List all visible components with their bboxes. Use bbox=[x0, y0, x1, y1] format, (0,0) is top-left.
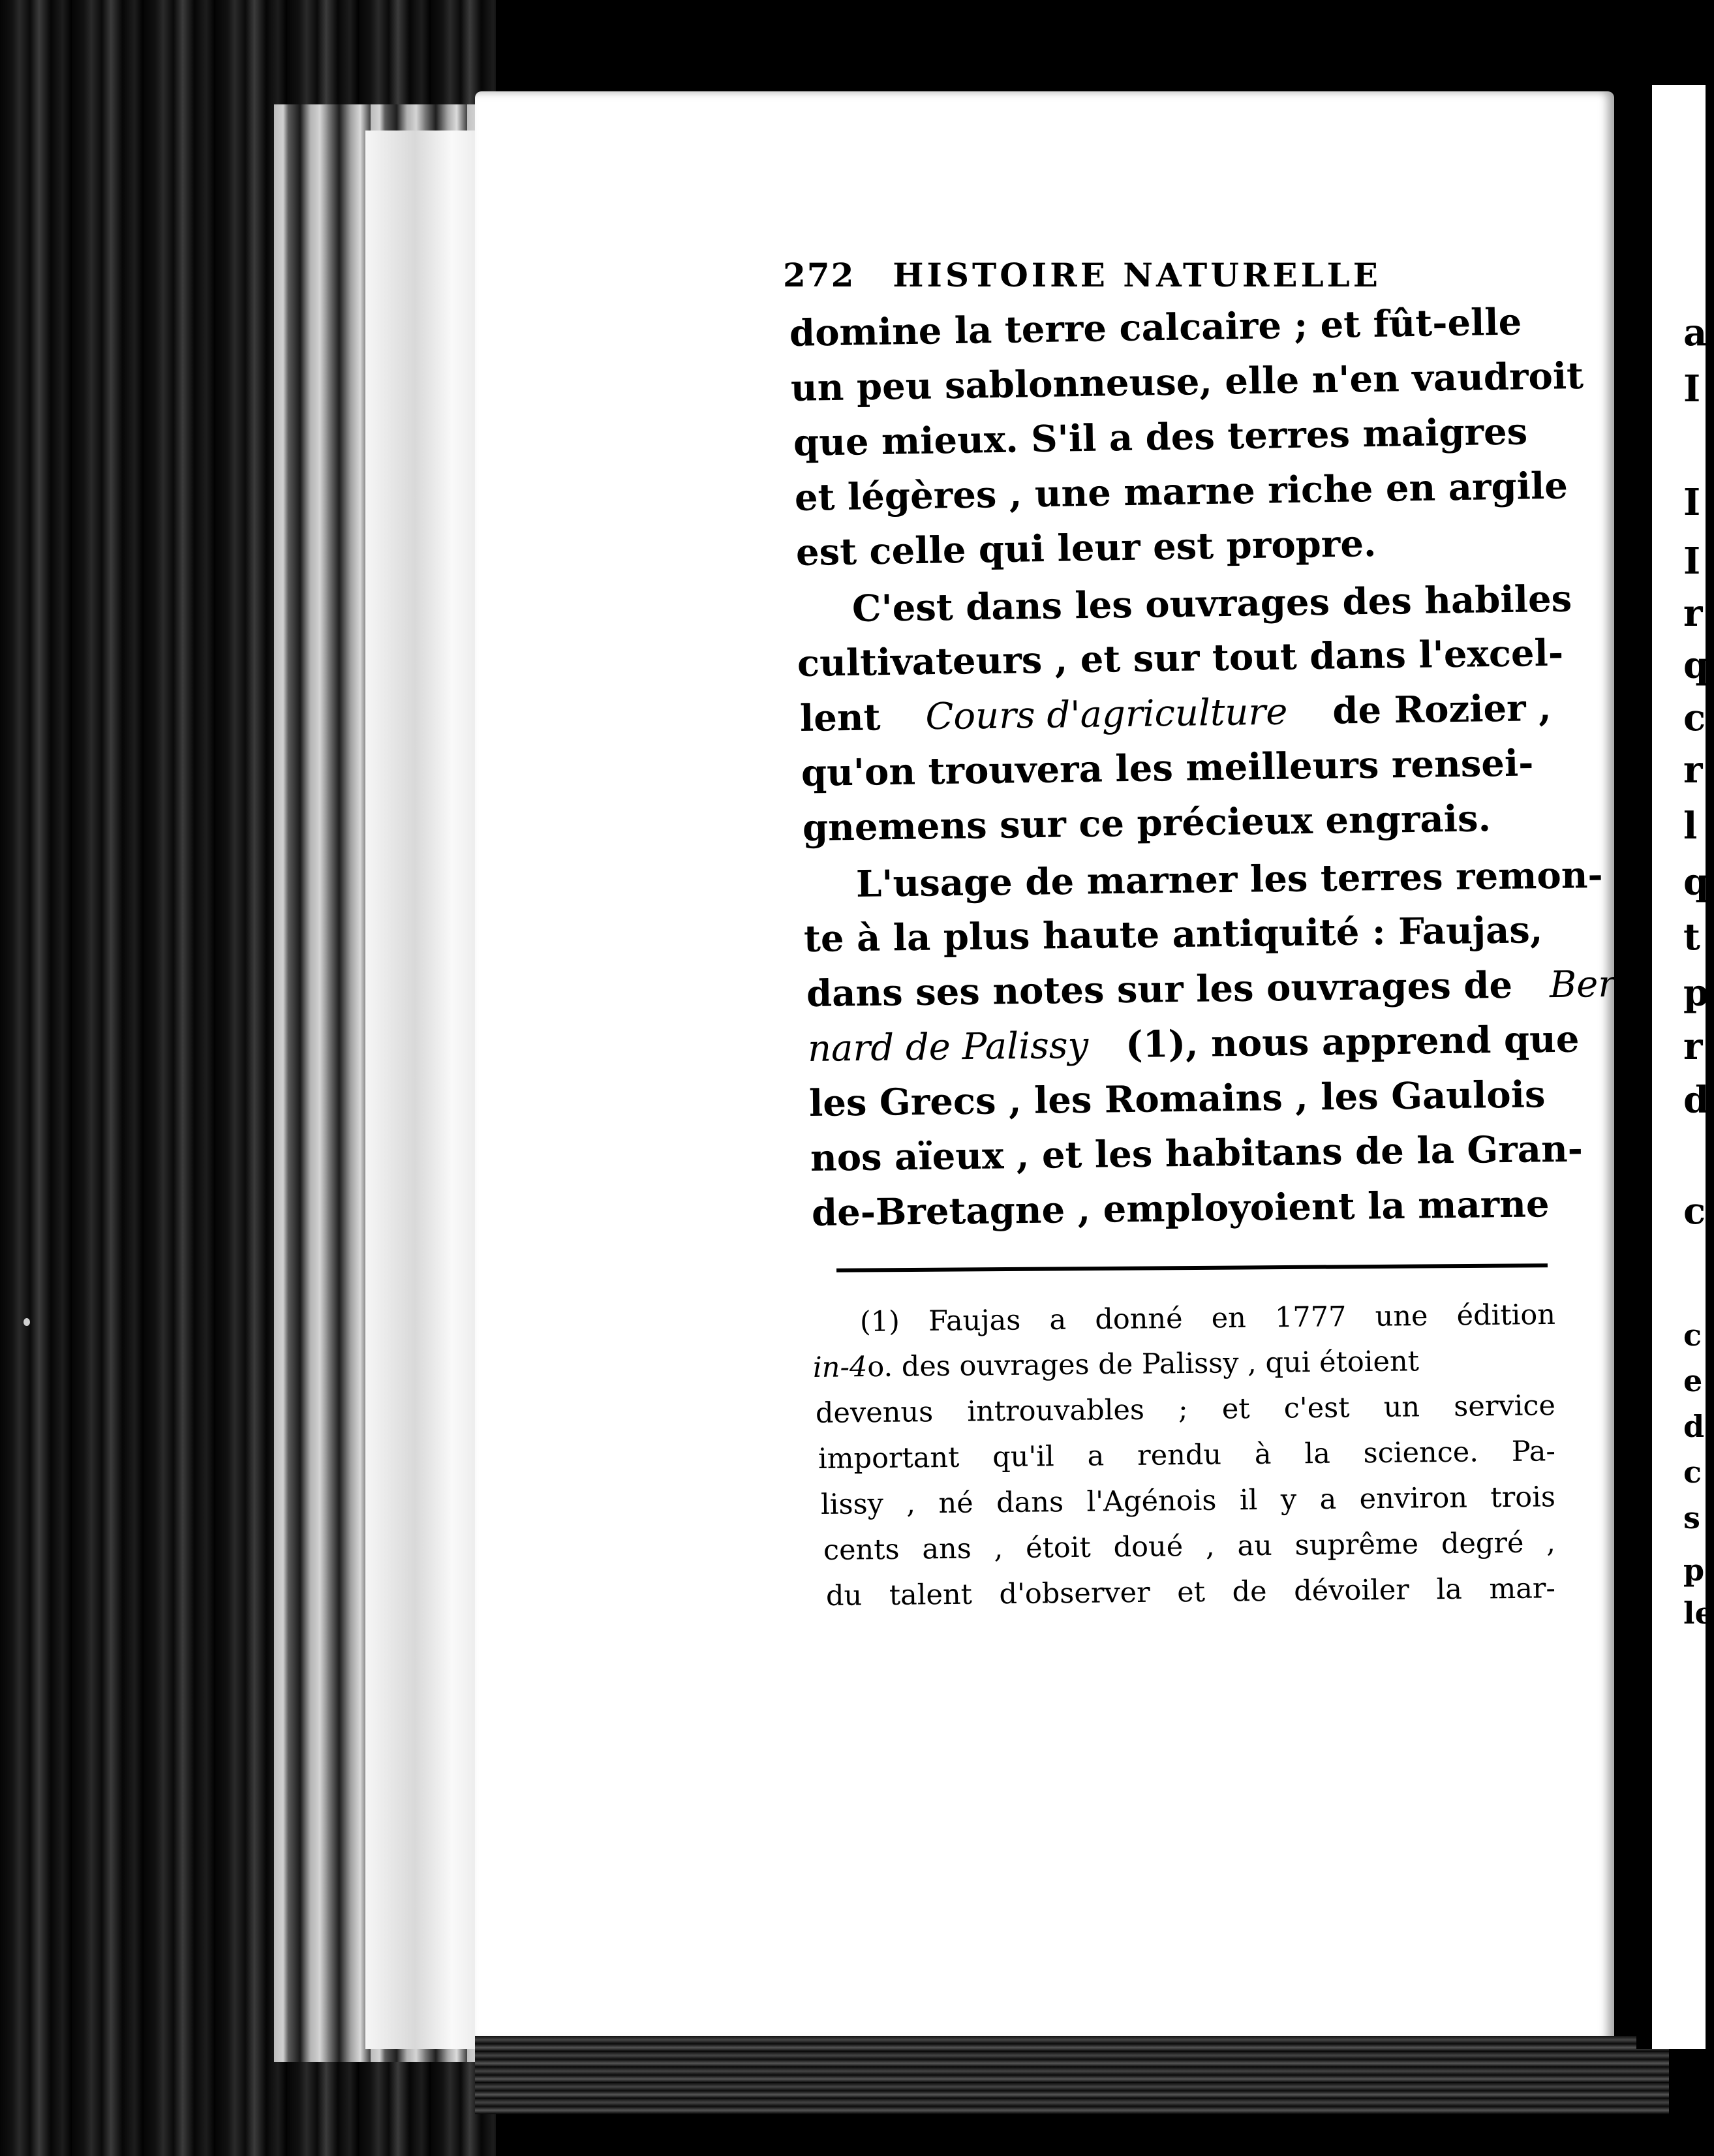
text-line: gnemens sur ce précieux engrais. bbox=[802, 797, 1492, 850]
facing-page-fragment: r bbox=[1683, 748, 1703, 792]
text-line: cultivateurs , et sur tout dans l'excel- bbox=[797, 631, 1564, 685]
italic-title: Cours d'agriculture bbox=[925, 690, 1288, 739]
footnote-line: du talent d'observer et de dévoiler la mar- bbox=[825, 1572, 1556, 1612]
facing-page-fragment: a bbox=[1683, 311, 1707, 354]
facing-page-fragment: l bbox=[1683, 805, 1698, 848]
facing-page-fragment: c bbox=[1683, 1455, 1702, 1490]
footnote-line: (1) Faujas a donné en 1777 une édition bbox=[859, 1298, 1556, 1338]
scan-speck bbox=[23, 1318, 30, 1326]
text-line bbox=[806, 962, 1629, 1016]
page-bottom-edge bbox=[475, 2036, 1669, 2114]
facing-page-fragment: le bbox=[1683, 1595, 1714, 1631]
running-header bbox=[783, 256, 1435, 295]
text-line: nos aïeux , et les habitans de la Gran- bbox=[810, 1127, 1584, 1180]
facing-page-fragment: c bbox=[1683, 1190, 1706, 1233]
footnote-line: devenus introuvables ; et c'est un service bbox=[815, 1389, 1556, 1430]
text-segment: dans ses notes sur les ouvrages de bbox=[806, 963, 1513, 1015]
text-segment: o. des ouvrages de Palissy , qui étoient bbox=[867, 1345, 1420, 1384]
facing-page-fragment: c bbox=[1683, 1317, 1702, 1353]
text-line: les Grecs , les Romains , les Gaulois bbox=[808, 1073, 1546, 1125]
footnote-line: important qu'il a rendu à la science. Pa- bbox=[818, 1435, 1556, 1475]
facing-page-fragment: I bbox=[1683, 481, 1701, 524]
facing-page-fragment: I bbox=[1683, 540, 1701, 583]
facing-page-fragment: p bbox=[1683, 972, 1709, 1015]
text-line: un peu sablonneuse, elle n'en vaudroit bbox=[790, 354, 1584, 410]
italic-name: nard de Palissy bbox=[807, 1024, 1089, 1070]
facing-page-fragment: d bbox=[1683, 1409, 1705, 1444]
facing-page-fragment: s bbox=[1683, 1500, 1700, 1535]
facing-page-fragment: t bbox=[1683, 916, 1700, 959]
text-line bbox=[807, 1017, 1580, 1071]
text-line: que mieux. S'il a des terres maigres bbox=[793, 410, 1528, 465]
italic-name: Ber- bbox=[1549, 962, 1629, 1007]
text-line: qu'on trouvera les meilleurs rensei- bbox=[801, 741, 1534, 795]
facing-page-fragment: I bbox=[1683, 367, 1701, 410]
italic-format: in-4 bbox=[812, 1351, 868, 1384]
text-segment: (1), nous apprend que bbox=[1125, 1017, 1580, 1067]
page-curl bbox=[365, 131, 489, 2049]
text-segment: de Rozier , bbox=[1332, 686, 1552, 733]
text-line: domine la terre calcaire ; et fût-elle bbox=[789, 300, 1522, 355]
text-line: te à la plus haute antiquité : Faujas, bbox=[803, 908, 1543, 961]
text-segment: lent bbox=[799, 696, 881, 740]
text-line: de-Bretagne , employoient la marne bbox=[811, 1182, 1550, 1235]
facing-page-fragment: q bbox=[1683, 861, 1709, 904]
facing-page-fragment: e bbox=[1683, 1363, 1703, 1398]
footnote-line: cents ans , étoit doué , au suprême degré , bbox=[823, 1526, 1556, 1567]
facing-page-fragment: d bbox=[1683, 1079, 1709, 1122]
text-line: L'usage de marner les terres remon- bbox=[855, 854, 1604, 906]
text-line: est celle qui leur est propre. bbox=[795, 522, 1377, 574]
facing-page-fragment: r bbox=[1683, 592, 1703, 635]
text-line: et légères , une marne riche en argile bbox=[794, 464, 1569, 519]
page-number: 272 bbox=[783, 256, 855, 294]
facing-page-fragment: c bbox=[1683, 696, 1706, 739]
facing-page-fragment: r bbox=[1683, 1025, 1703, 1068]
footnote-line: lissy , né dans l'Agénois il y a environ trois bbox=[820, 1481, 1556, 1521]
facing-page-fragment: q bbox=[1683, 644, 1709, 687]
text-line: C'est dans les ouvrages des habiles bbox=[851, 577, 1572, 630]
running-title: HISTOIRE NATURELLE bbox=[893, 256, 1381, 294]
facing-page-fragment: p bbox=[1683, 1552, 1705, 1588]
